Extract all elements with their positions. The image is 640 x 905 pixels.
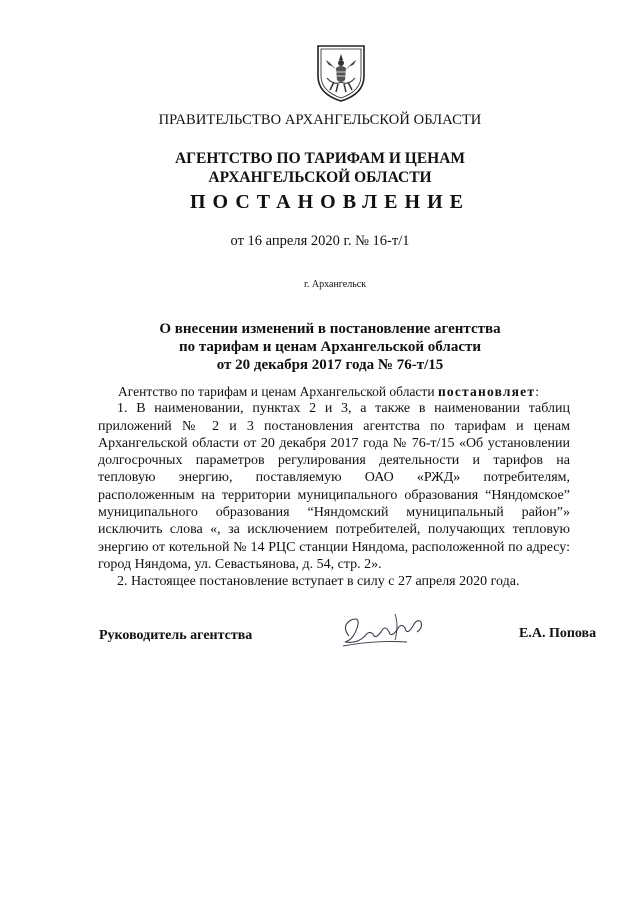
government-name: ПРАВИТЕЛЬСТВО АРХАНГЕЛЬСКОЙ ОБЛАСТИ xyxy=(158,112,482,128)
agency-name-line1: АГЕНТСТВО ПО ТАРИФАМ И ЦЕНАМ xyxy=(174,150,466,167)
agency-name xyxy=(0,149,640,187)
signer-name: Е.А. Попова xyxy=(519,626,597,641)
item-2: 2. Настоящее постановление вступает в силу с 27 апреля 2020 года. xyxy=(117,574,520,590)
subject-line2: по тарифам и ценам Архангельской области xyxy=(178,339,482,355)
signer-title: Руководитель агентства xyxy=(99,628,253,643)
coat-of-arms-icon xyxy=(312,42,370,104)
subject-line1: О внесении изменений в постановление агентства xyxy=(159,321,501,337)
document-city: г. Архангельск xyxy=(303,279,367,290)
decree-colon: : xyxy=(535,384,539,399)
decree-word: постановляет xyxy=(437,384,536,399)
preamble xyxy=(98,383,570,400)
signature-icon xyxy=(335,606,435,656)
document-date-number: от 16 апреля 2020 г. № 16-т/1 xyxy=(230,233,410,249)
document-body xyxy=(98,383,570,591)
agency-name-line2: АРХАНГЕЛЬСКОЙ ОБЛАСТИ xyxy=(208,169,432,186)
document-type: ПОСТАНОВЛЕНИЕ xyxy=(190,191,470,213)
subject-line3: от 20 декабря 2017 года № 76-т/15 xyxy=(216,357,444,373)
document-subject xyxy=(0,320,640,374)
preamble-text: Агентство по тарифам и ценам Архангельской области xyxy=(118,384,435,399)
item-1: 1. В наименовании, пунктах 2 и 3, а также в наименовании таблиц приложений № 2 и 3 постановления агентства по тарифам и ценам Архангельской области от 20 декабря 2017 года № 76-т/15 «Об установлении долгосрочных параметров регулирования деятельности и тарифов на тепловую энергию, поставляемую ОАО «РЖД» потребителям, расположенным на территории муниципального образования “Няндомское” муниципального образования “Няндомский муниципальный район”» исключить слова «, за исключением потребителей, получающих тепловую энергию от котельной № 14 РЦС станции Няндома, расположенной по адресу: город Няндома, ул. Севастьянова, д. 54, стр. 2». xyxy=(98,401,570,572)
